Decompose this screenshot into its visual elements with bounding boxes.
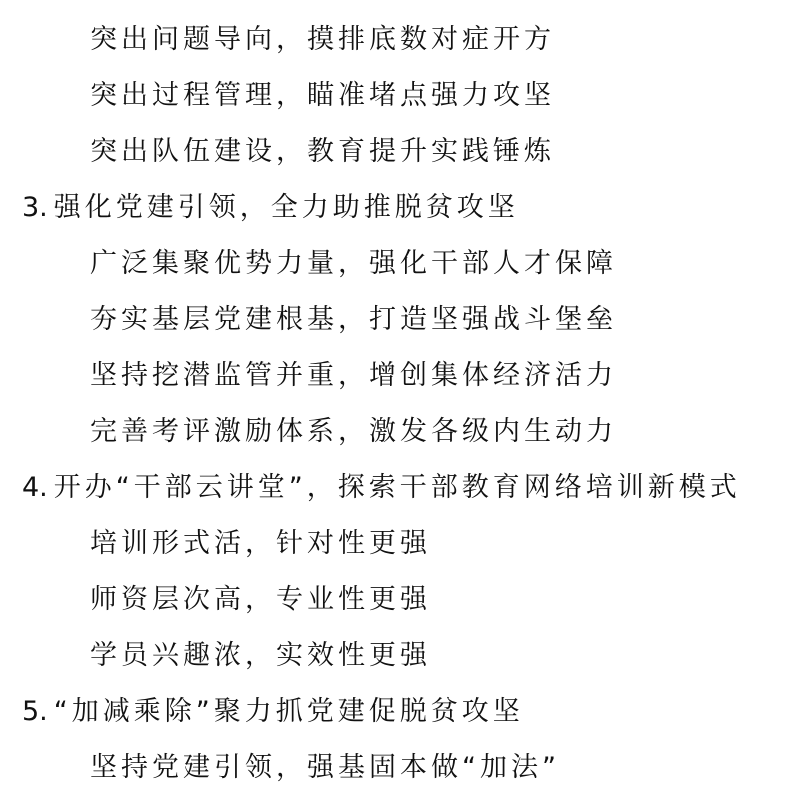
- section-heading-3: [0, 180, 800, 236]
- section-title: “加减乘除”聚力抓党建促脱贫攻坚: [53, 696, 524, 727]
- section-number: 3.: [22, 192, 48, 223]
- list-item: 师资层次高，专业性更强: [90, 584, 431, 615]
- section-title: 强化党建引领，全力助推脱贫攻坚: [53, 192, 519, 223]
- list-item: 夯实基层党建根基，打造坚强战斗堡垒: [90, 304, 617, 335]
- section-number: 4.: [22, 472, 48, 503]
- section-heading-4: [0, 460, 800, 516]
- list-item: 突出过程管理，瞄准堵点强力攻坚: [90, 80, 555, 111]
- section-title: 开办“干部云讲堂”，探索干部教育网络培训新模式: [53, 472, 741, 503]
- section-heading-5: [0, 684, 800, 740]
- list-item: 坚持党建引领，强基固本做“加法”: [90, 752, 560, 783]
- list-item: 突出问题导向，摸排底数对症开方: [90, 24, 555, 55]
- list-item: 突出队伍建设，教育提升实践锤炼: [90, 136, 555, 167]
- cropped-top-line: [0, 0, 800, 12]
- list-item: 培训形式活，针对性更强: [90, 528, 431, 559]
- list-item: 完善考评激励体系，激发各级内生动力: [90, 416, 617, 447]
- list-item: 坚持挖潜监管并重，增创集体经济活力: [90, 360, 617, 391]
- list-item: 学员兴趣浓，实效性更强: [90, 640, 431, 671]
- section-number: 5.: [22, 696, 48, 727]
- list-item: 广泛集聚优势力量，强化干部人才保障: [90, 248, 617, 279]
